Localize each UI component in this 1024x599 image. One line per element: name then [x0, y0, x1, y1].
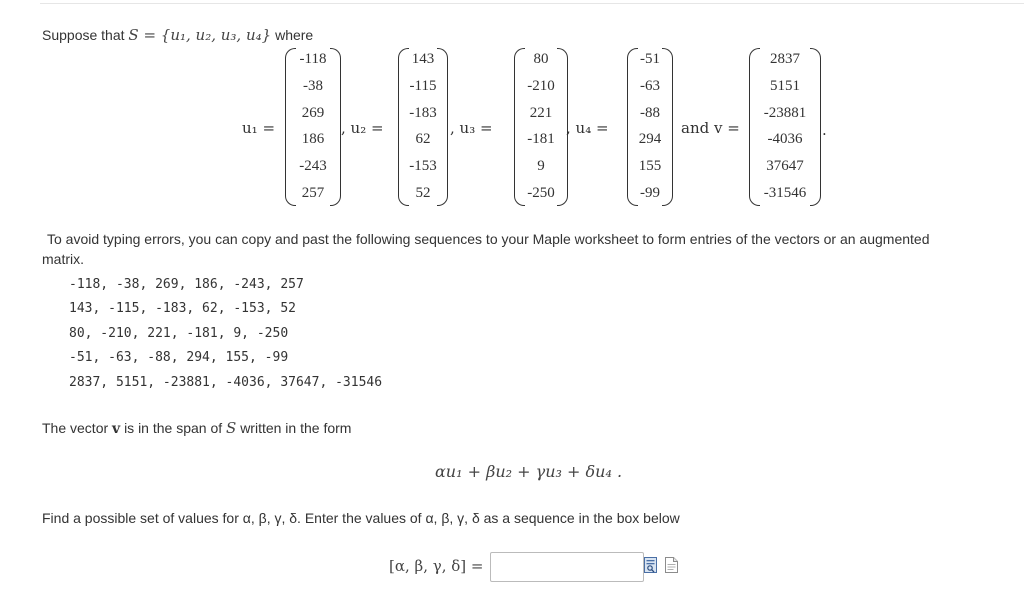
- u2-entry: -115: [409, 78, 437, 94]
- right-bracket: [437, 48, 448, 206]
- set-s-symbol: S: [226, 419, 237, 437]
- u4-label: , u₄ =: [566, 119, 609, 137]
- answer-input[interactable]: [490, 552, 644, 582]
- left-bracket: [627, 48, 638, 206]
- u2-entry: 52: [415, 185, 431, 201]
- span-statement: [42, 419, 351, 437]
- left-bracket: [514, 48, 525, 206]
- vector-u2: [398, 48, 448, 206]
- sequence-u1[interactable]: -118, -38, 269, 186, -243, 257: [69, 277, 304, 292]
- right-bracket: [810, 48, 821, 206]
- sequence-v[interactable]: 2837, 5151, -23881, -4036, 37647, -31546: [69, 375, 383, 390]
- u3-entry: 9: [537, 158, 545, 174]
- v-entry: -23881: [763, 105, 807, 121]
- left-bracket: [398, 48, 409, 206]
- left-bracket: [285, 48, 296, 206]
- u4-entry: -99: [640, 185, 660, 201]
- intro-suffix: where: [275, 27, 314, 43]
- vector-u4: [627, 48, 673, 206]
- u3-entry: -250: [527, 185, 555, 201]
- answer-label: [α, β, γ, δ] =: [389, 557, 484, 575]
- vector-u1: [285, 48, 341, 206]
- left-bracket: [749, 48, 760, 206]
- v-entry: -4036: [767, 131, 803, 147]
- u3-entry: 80: [533, 51, 549, 67]
- right-bracket: [662, 48, 673, 206]
- u1-label: u₁ =: [242, 119, 276, 137]
- u2-entry: 143: [411, 51, 435, 67]
- sequence-u2[interactable]: 143, -115, -183, 62, -153, 52: [69, 301, 296, 316]
- u4-entry: 294: [638, 131, 662, 147]
- u1-entry: -38: [303, 78, 323, 94]
- v-entry: -31546: [763, 185, 807, 201]
- find-instruction: Find a possible set of values for α, β, γ, δ. Enter the values of α, β, γ, δ as a sequence in the box below: [42, 510, 680, 526]
- u1-entry: -243: [299, 158, 327, 174]
- linear-combination: αu₁ + βu₂ + γu₃ + δu₄ .: [435, 462, 623, 481]
- v-label: and v =: [681, 119, 740, 137]
- vector-u3: [514, 48, 568, 206]
- vector-v-symbol: v: [112, 421, 121, 437]
- u3-entry: 221: [529, 105, 553, 121]
- u4-entry: -88: [640, 105, 660, 121]
- u1-entry: 186: [301, 131, 325, 147]
- u4-entry: -63: [640, 78, 660, 94]
- u4-entry: 155: [638, 158, 662, 174]
- end-period: .: [822, 121, 827, 139]
- v-entry: 37647: [766, 158, 804, 174]
- span-middle: is in the span of: [124, 420, 223, 436]
- v-entry: 2837: [770, 51, 800, 67]
- u3-label: , u₃ =: [450, 119, 493, 137]
- u3-entry: -181: [527, 131, 555, 147]
- right-bracket: [330, 48, 341, 206]
- sequence-u3[interactable]: 80, -210, 221, -181, 9, -250: [69, 326, 289, 341]
- top-divider: [40, 3, 1024, 4]
- help-document-icon[interactable]: [665, 557, 678, 573]
- instructions-line-2: matrix.: [42, 251, 84, 267]
- span-end: written in the form: [240, 420, 352, 436]
- u1-entry: 269: [301, 105, 325, 121]
- instructions-line-1: To avoid typing errors, you can copy and past the following sequences to your Maple worksheet to form entries of the vectors or an augmented: [47, 231, 930, 247]
- intro-line: [42, 26, 313, 44]
- u4-entry: -51: [640, 51, 660, 67]
- intro-prefix: Suppose that: [42, 27, 125, 43]
- u2-entry: -153: [409, 158, 437, 174]
- u2-entry: 62: [415, 131, 431, 147]
- u2-label: , u₂ =: [341, 119, 384, 137]
- preview-icon[interactable]: [644, 557, 657, 573]
- vector-v: [749, 48, 821, 206]
- u2-entry: -183: [409, 105, 437, 121]
- u1-entry: -118: [299, 51, 327, 67]
- set-expression: S = {u₁, u₂, u₃, u₄}: [128, 26, 272, 44]
- v-entry: 5151: [770, 78, 800, 94]
- u3-entry: -210: [527, 78, 555, 94]
- span-prefix: The vector: [42, 420, 109, 436]
- sequence-u4[interactable]: -51, -63, -88, 294, 155, -99: [69, 350, 289, 365]
- u1-entry: 257: [301, 185, 325, 201]
